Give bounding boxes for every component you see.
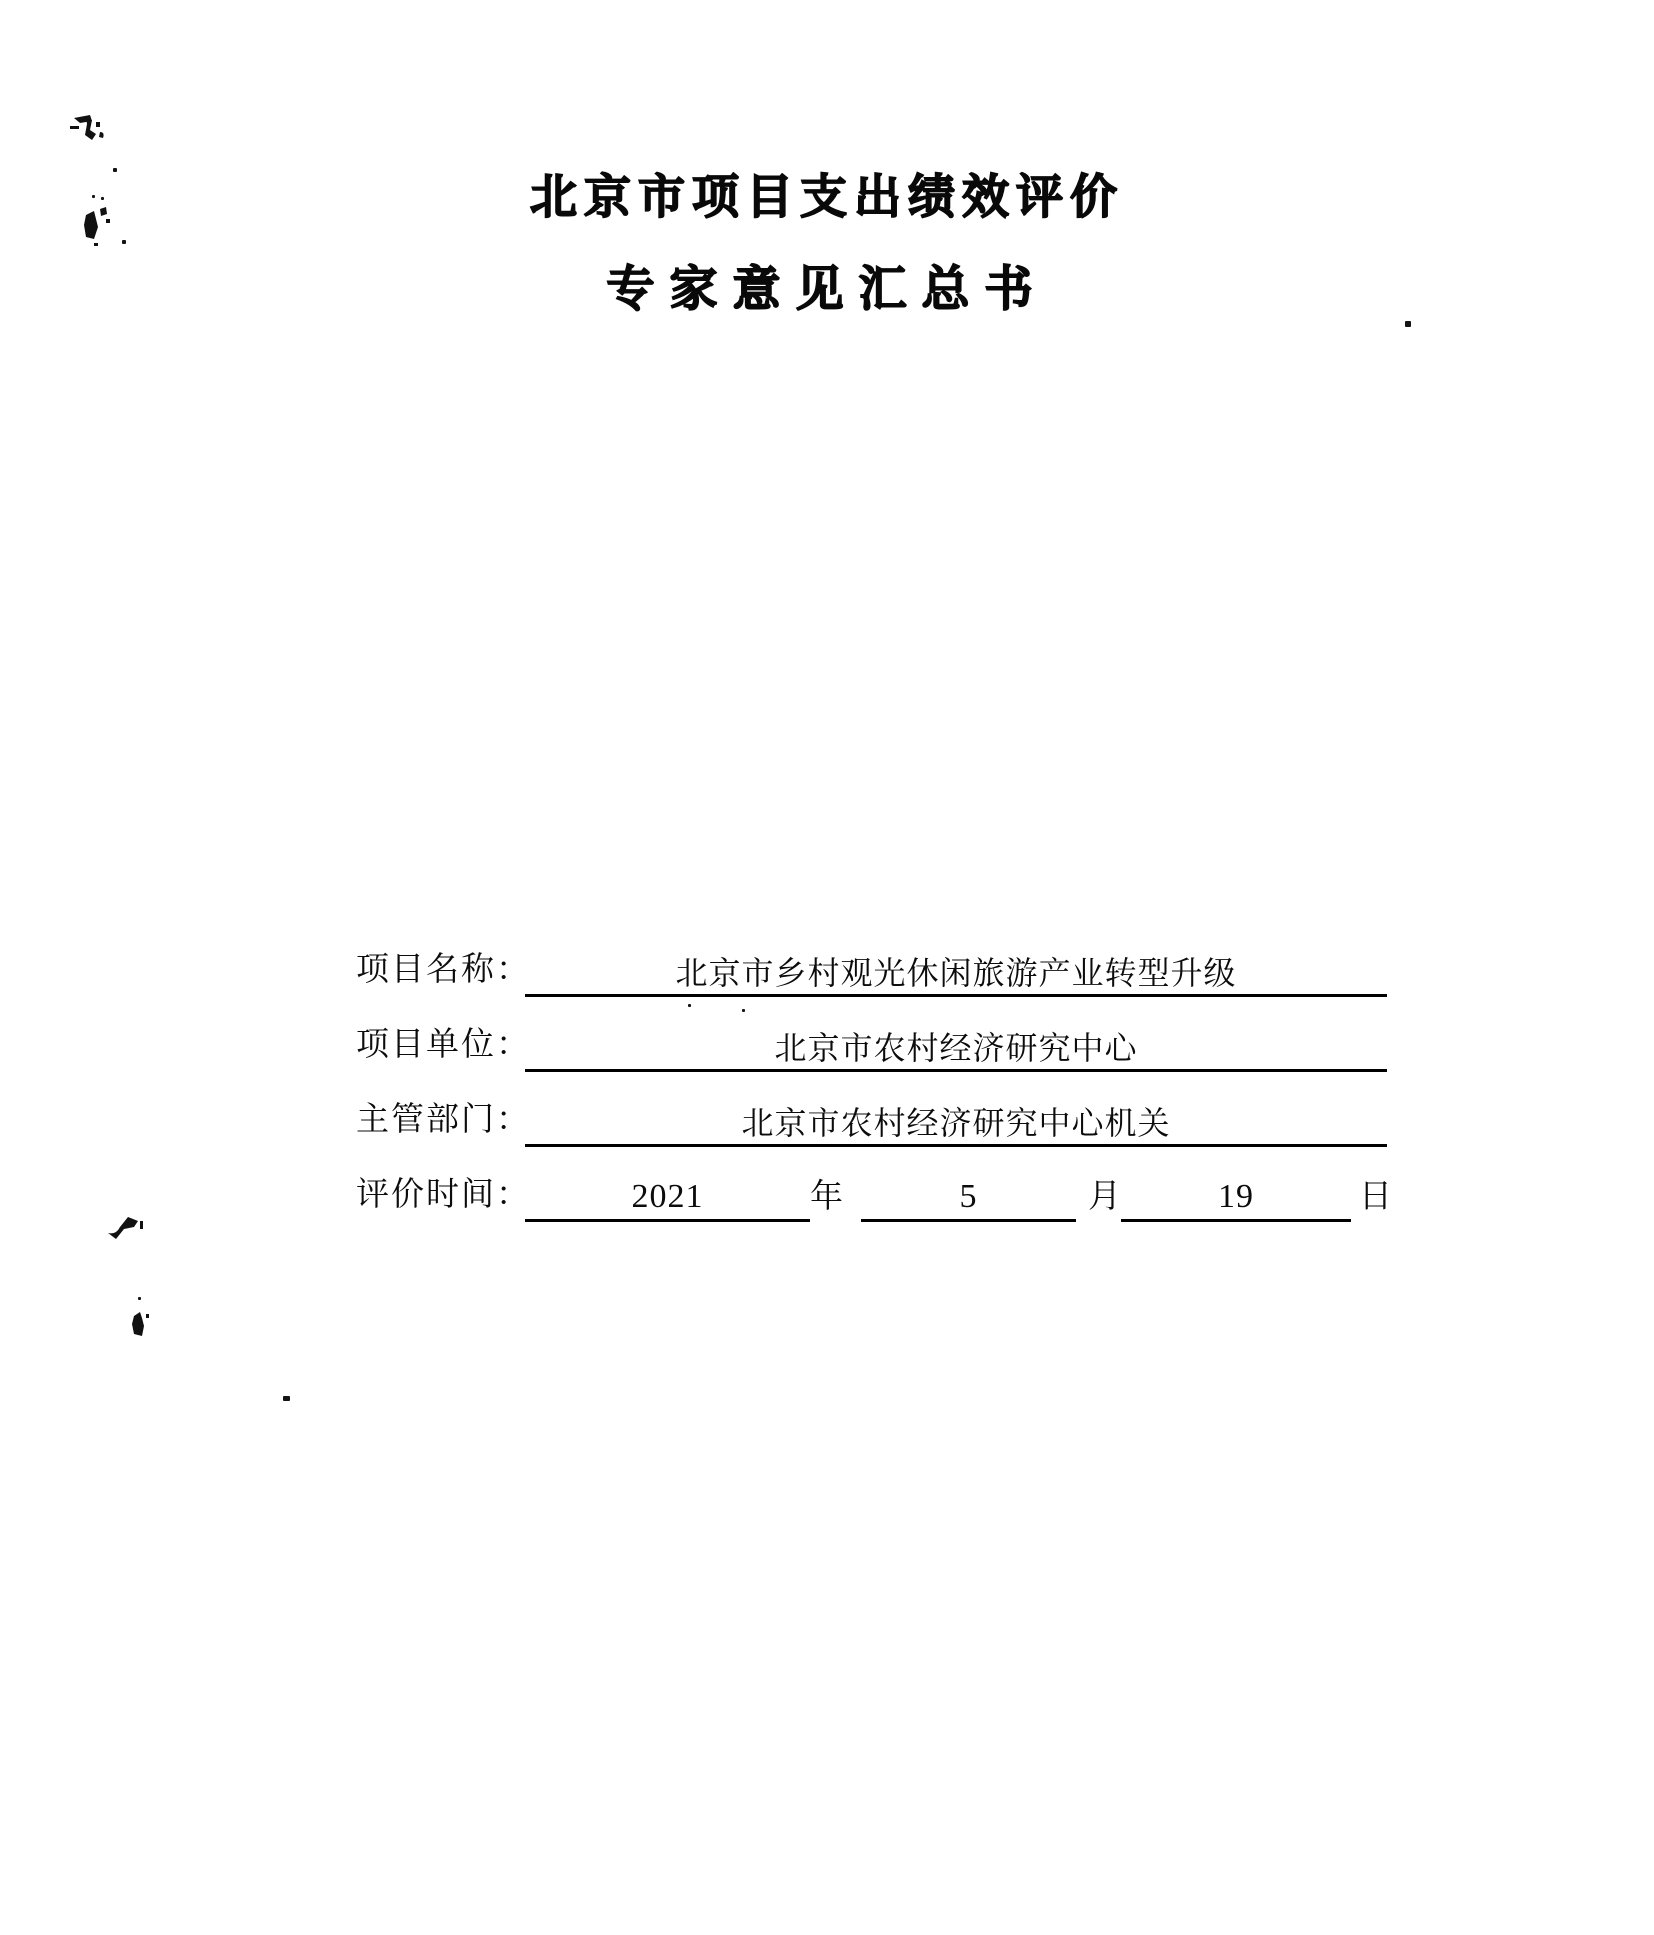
speck-dot <box>113 168 117 172</box>
year-unit-label: 年 <box>810 1179 843 1215</box>
ink-smudge-top-left-1 <box>70 110 114 150</box>
cover-form <box>356 922 1456 1222</box>
field-row-project-name <box>356 922 1456 997</box>
field-row-supervising-department <box>356 1072 1456 1147</box>
speck-dot <box>122 240 126 244</box>
speck-dot <box>688 1004 691 1007</box>
speck-dot <box>92 195 95 198</box>
speck-dot <box>138 1297 141 1300</box>
evaluation-day-value: 19 <box>1121 1176 1351 1223</box>
ink-blob-left-lower <box>126 1308 154 1340</box>
evaluation-month-value: 5 <box>861 1176 1076 1223</box>
month-unit-label: 月 <box>1088 1179 1121 1215</box>
supervising-department-value: 北京市农村经济研究中心机关 <box>525 1103 1387 1147</box>
speck-dot <box>283 1396 290 1401</box>
document-title-line1: 北京市项目支出绩效评价 <box>530 170 1124 225</box>
document-title-line2: 专家意见汇总书 <box>606 261 1048 317</box>
field-row-evaluation-date <box>356 1147 1456 1222</box>
speck-dot <box>742 1009 745 1012</box>
speck-dot <box>101 197 104 200</box>
ink-smudge-top-left-2 <box>76 205 116 247</box>
project-name-label: 项目名称： <box>356 952 531 988</box>
day-unit-label: 日 <box>1359 1179 1392 1215</box>
project-name-value: 北京市乡村观光休闲旅游产业转型升级 <box>525 953 1387 997</box>
field-row-project-unit <box>356 997 1456 1072</box>
ink-hook-mark-left <box>104 1215 146 1253</box>
evaluation-date-label: 评价时间： <box>356 1177 531 1213</box>
project-unit-value: 北京市农村经济研究中心 <box>525 1028 1387 1072</box>
evaluation-year-value: 2021 <box>525 1176 810 1223</box>
project-unit-label: 项目单位： <box>356 1027 531 1063</box>
speck-dot <box>1405 321 1411 327</box>
supervising-department-label: 主管部门： <box>356 1102 531 1138</box>
